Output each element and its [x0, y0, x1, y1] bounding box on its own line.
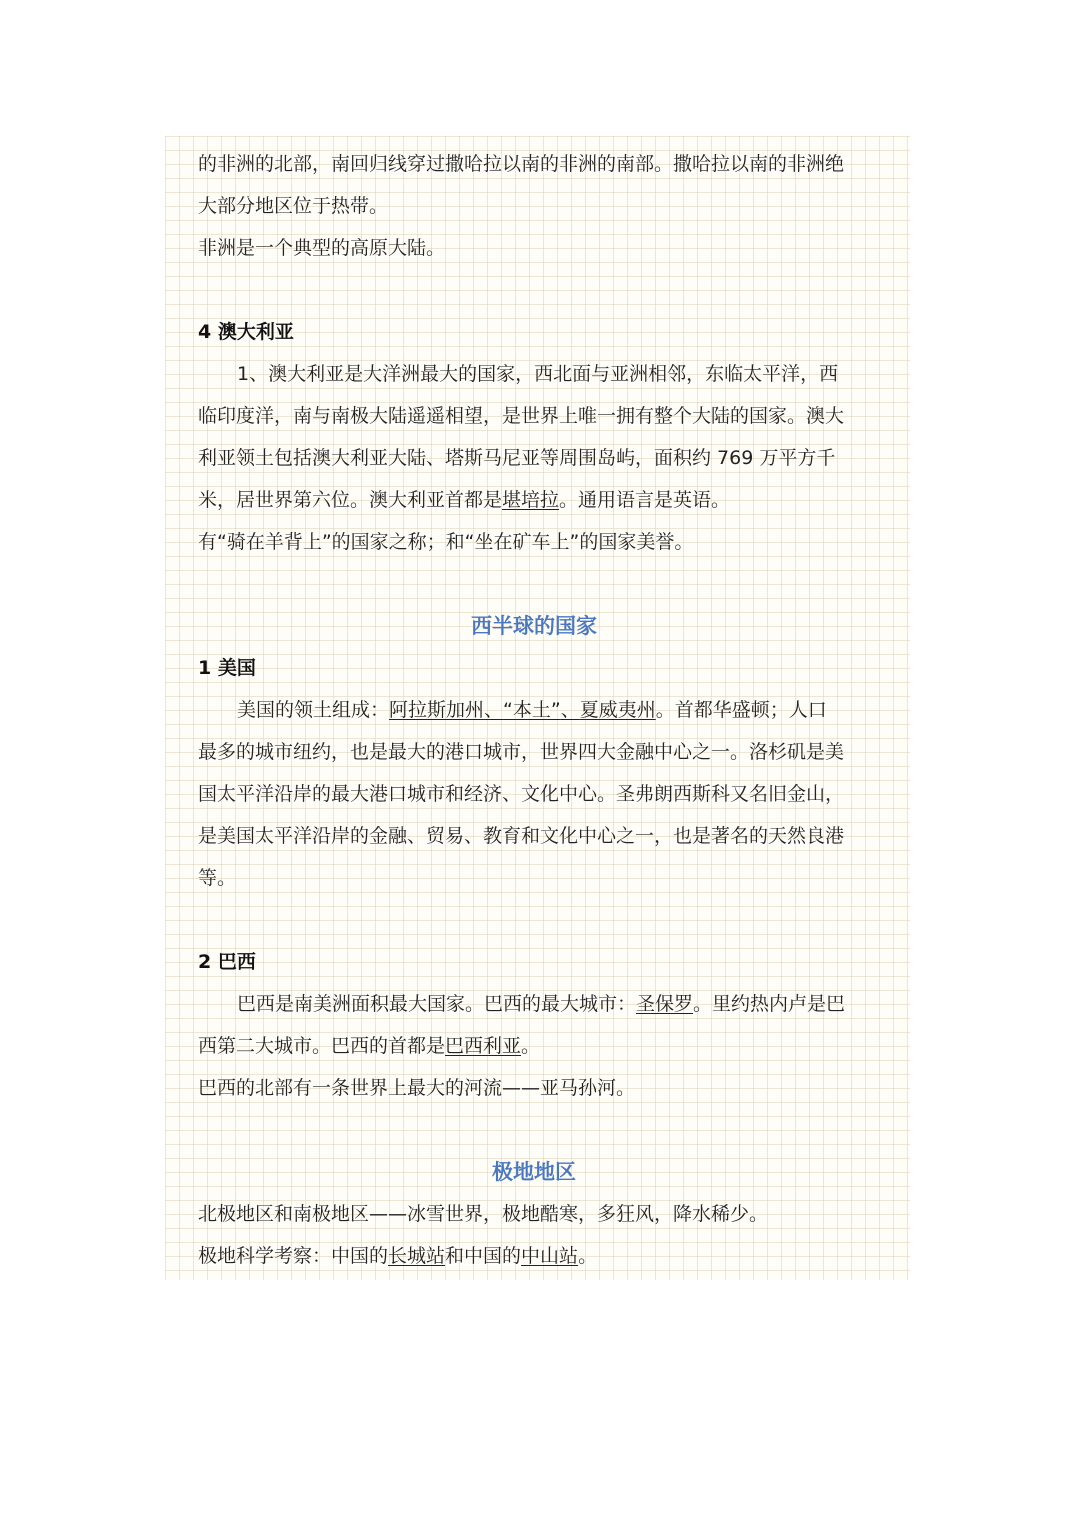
polar-line-2-end: 。 [578, 1245, 598, 1267]
usa-line-5: 等。 [198, 867, 237, 889]
usa-line-3: 国太平洋沿岸的最大港口城市和经济、文化中心。圣弗朗西斯科又名旧金山， [198, 783, 845, 805]
usa-line-1-end: 。首都华盛顿；人口 [655, 699, 827, 721]
brazil-line-2-end: 。 [521, 1035, 541, 1057]
brazil-line-2-start: 西第二大城市。巴西的首都是 [198, 1035, 446, 1057]
africa-line-3: 非洲是一个典型的高原大陆。 [198, 237, 446, 259]
australia-heading: 4 澳大利亚 [198, 321, 294, 343]
australia-line-4 [198, 485, 888, 515]
usa-line-2: 最多的城市纽约，也是最大的港口城市，世界四大金融中心之一。洛杉矶是美 [198, 741, 845, 763]
africa-line-1: 的非洲的北部，南回归线穿过撒哈拉以南的非洲的南部。撒哈拉以南的非洲绝 [198, 153, 845, 175]
brazil-line-1-end: 。里约热内卢是巴 [693, 993, 846, 1015]
brazil-brasilia: 巴西利亚 [445, 1035, 522, 1057]
polar-line-2-mid: 和中国的 [445, 1245, 522, 1267]
usa-hawaii: 夏威夷州 [579, 699, 656, 721]
australia-capital: 堪培拉 [502, 489, 560, 511]
australia-line-1: 1、澳大利亚是大洋洲最大的国家，西北面与亚洲相邻，东临太平洋，西 [237, 363, 839, 385]
usa-line-1 [237, 695, 888, 725]
usa-heading: 1 美国 [198, 657, 256, 679]
brazil-line-1 [237, 989, 888, 1019]
australia-line-4-end: 。通用语言是英语。 [559, 489, 731, 511]
australia-line-5: 有“骑在羊背上”的国家之称；和“坐在矿车上”的国家美誉。 [198, 531, 694, 553]
brazil-line-3: 巴西的北部有一条世界上最大的河流——亚马孙河。 [198, 1077, 636, 1099]
polar-title: 极地地区 [492, 1160, 576, 1184]
australia-line-2: 临印度洋，南与南极大陆遥遥相望，是世界上唯一拥有整个大陆的国家。澳大 [198, 405, 845, 427]
usa-sep-2: 、 [560, 699, 580, 721]
australia-line-3: 利亚领土包括澳大利亚大陆、塔斯马尼亚等周围岛屿，面积约 769 万平方千 [198, 447, 836, 469]
australia-line-4-start: 米，居世界第六位。澳大利亚首都是 [198, 489, 503, 511]
polar-line-2 [198, 1241, 888, 1271]
polar-line-2-start: 极地科学考察：中国的 [198, 1245, 389, 1267]
africa-line-2: 大部分地区位于热带。 [198, 195, 389, 217]
polar-line-1: 北极地区和南极地区——冰雪世界，极地酷寒，多狂风，降水稀少。 [198, 1203, 769, 1225]
polar-zhongshan-station: 中山站 [521, 1245, 579, 1267]
western-hemisphere-title: 西半球的国家 [471, 614, 597, 638]
usa-mainland: “本土” [503, 699, 561, 721]
usa-line-4: 是美国太平洋沿岸的金融、贸易、教育和文化中心之一，也是著名的天然良港 [198, 825, 845, 847]
polar-great-wall-station: 长城站 [388, 1245, 446, 1267]
brazil-line-1-start: 巴西是南美洲面积最大国家。巴西的最大城市： [237, 993, 637, 1015]
brazil-heading: 2 巴西 [198, 951, 256, 973]
brazil-sao-paulo: 圣保罗 [636, 993, 694, 1015]
usa-sep-1: 、 [484, 699, 504, 721]
brazil-line-2 [198, 1031, 888, 1061]
usa-line-1-start: 美国的领土组成： [237, 699, 390, 721]
usa-alaska: 阿拉斯加州 [389, 699, 485, 721]
